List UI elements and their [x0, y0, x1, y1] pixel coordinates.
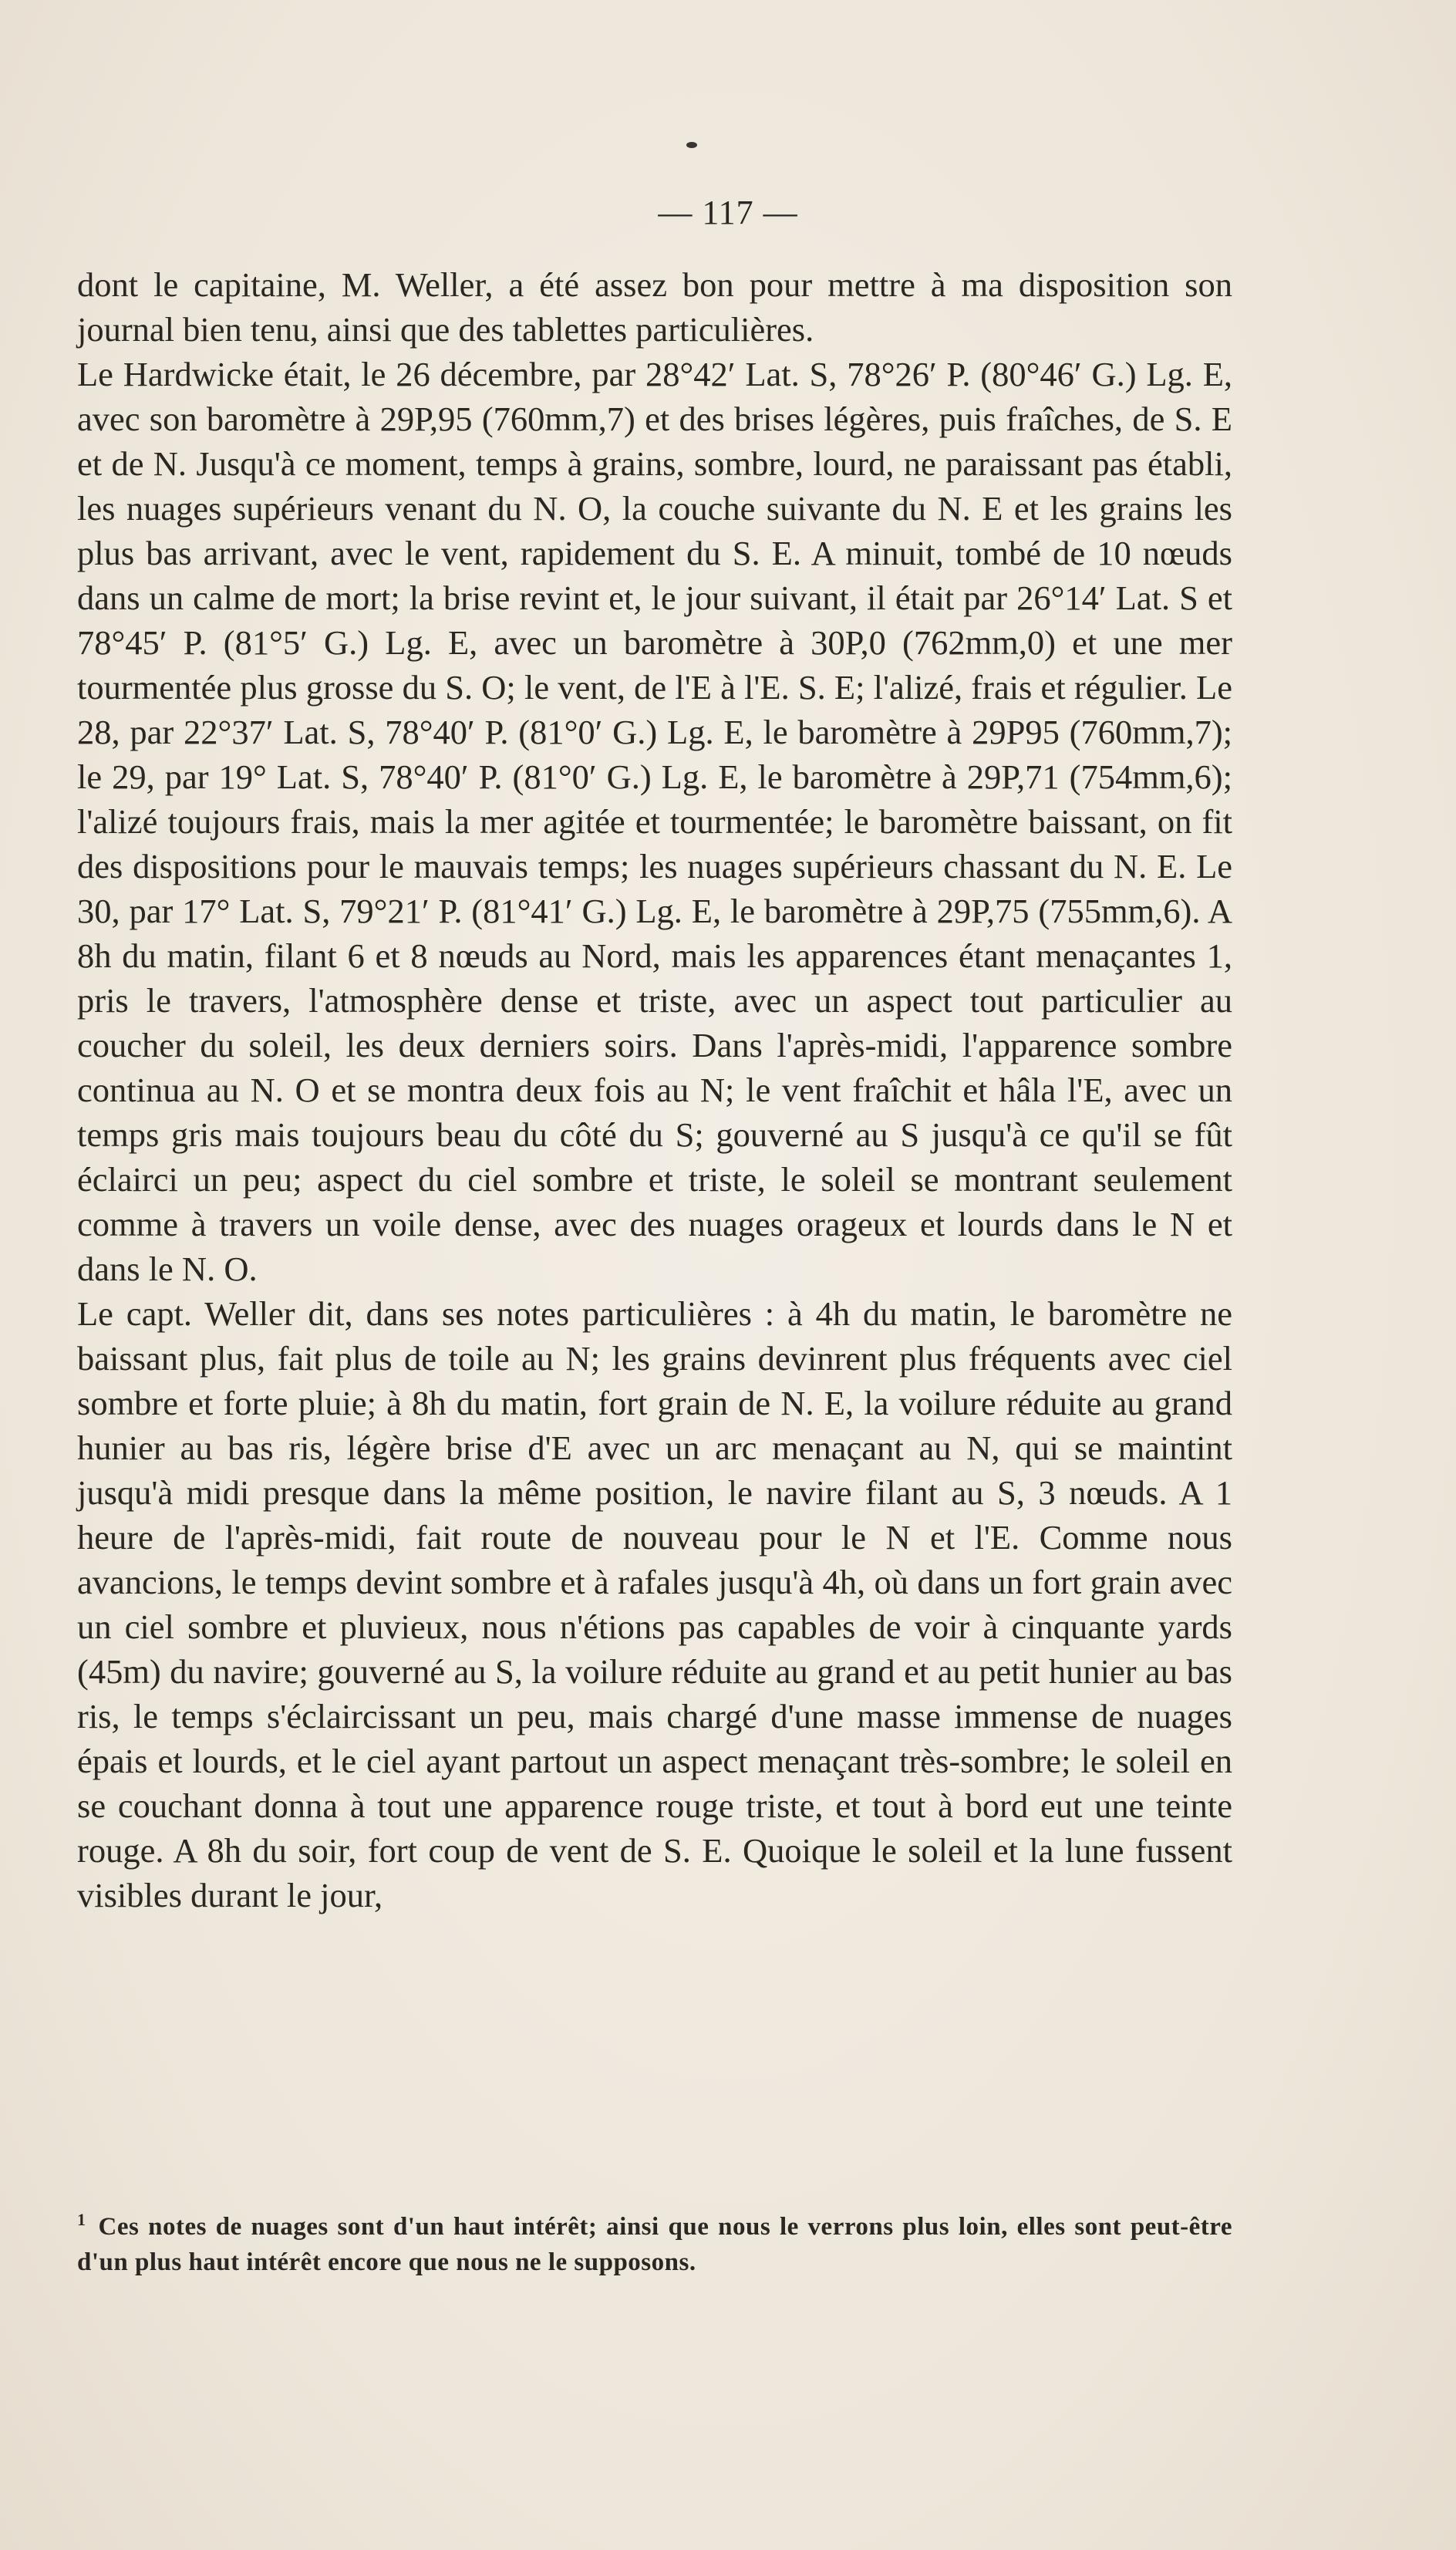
ink-spot [686, 142, 697, 148]
page-number: — 117 — [658, 194, 798, 231]
paragraph-1: dont le capitaine, M. Weller, a été assez bon pour mettre à ma disposition son journal bien tenu, ainsi que des tablettes particulières. [77, 265, 1232, 349]
footnote-marker: 1 [77, 2210, 86, 2229]
paragraph-2: Le Hardwicke était, le 26 décembre, par 28°42′ Lat. S, 78°26′ P. (80°46′ G.) Lg. E, avec son baromètre à 29P,95 (760mm,7) et des brises légères, puis fraîches, de S. E et de N. Jusqu'à ce moment, temps à grains, sombre, lourd, ne paraissant pas établi, les nuages supérieurs venant du N. O, la couche suivante du N. E et les grains les plus bas arrivant, avec le vent, rapidement du S. E. A minuit, tombé de 10 nœuds dans un calme de mort; la brise revint et, le jour suivant, il était par 26°14′ Lat. S et 78°45′ P. (81°5′ G.) Lg. E, avec un baromètre à 30P,0 (762mm,0) et une mer tourmentée plus grosse du S. O; le vent, de l'E à l'E. S. E; l'alizé, frais et régulier. Le 28, par 22°37′ Lat. S, 78°40′ P. (81°0′ G.) Lg. E, le baromètre à 29P95 (760mm,7); le 29, par 19° Lat. S, 78°40′ P. (81°0′ G.) Lg. E, le baromètre à 29P,71 (754mm,6); l'alizé toujours frais, mais la mer agitée et tourmentée; le baromètre baissant, on fit des dispositions pour le mauvais temps; les nuages supérieurs chassant du N. E. Le 30, par 17° Lat. S, 79°21′ P. (81°41′ G.) Lg. E, le baromètre à 29P,75 (755mm,6). A 8h du matin, filant 6 et 8 nœuds au Nord, mais les apparences étant menaçantes 1, pris le travers, l'atmosphère dense et triste, avec un aspect tout particulier au coucher du soleil, les deux derniers soirs. Dans l'après-midi, l'apparence sombre continua au N. O et se montra deux fois au N; le vent fraîchit et hâla l'E, avec un temps gris mais toujours beau du côté du S; gouverné au S jusqu'à ce qu'il se fût éclairci un peu; aspect du ciel sombre et triste, le soleil se montrant seulement comme à travers un voile dense, avec des nuages orageux et lourds dans le N et dans le N. O. [77, 355, 1232, 1288]
paragraph-3: Le capt. Weller dit, dans ses notes particulières : à 4h du matin, le baromètre ne baissant plus, fait plus de toile au N; les grains devinrent plus fréquents avec ciel sombre et forte pluie; à 8h du matin, fort grain de N. E, la voilure réduite au grand hunier au bas ris, légère brise d'E avec un arc menaçant au N, qui se maintint jusqu'à midi presque dans la même position, le navire filant au S, 3 nœuds. A 1 heure de l'après-midi, fait route de nouveau pour le N et l'E. Comme nous avancions, le temps devint sombre et à rafales jusqu'à 4h, où dans un fort grain avec un ciel sombre et pluvieux, nous n'étions pas capables de voir à cinquante yards (45m) du navire; gouverné au S, la voilure réduite au grand et au petit hunier au bas ris, le temps s'éclaircissant un peu, mais chargé d'une masse immense de nuages épais et lourds, et le ciel ayant partout un aspect menaçant très-sombre; le soleil en se couchant donna à tout une apparence rouge triste, et tout à bord eut une teinte rouge. A 8h du soir, fort coup de vent de S. E. Quoique le soleil et la lune fussent visibles durant le jour, [77, 1294, 1232, 1914]
footnote-text: Ces notes de nuages sont d'un haut intérêt; ainsi que nous le verrons plus loin, elles sont peut-être d'un plus haut intérêt encore que nous ne le supposons. [77, 2213, 1232, 2276]
body-text [77, 262, 1232, 1918]
footnote [77, 2202, 1232, 2280]
